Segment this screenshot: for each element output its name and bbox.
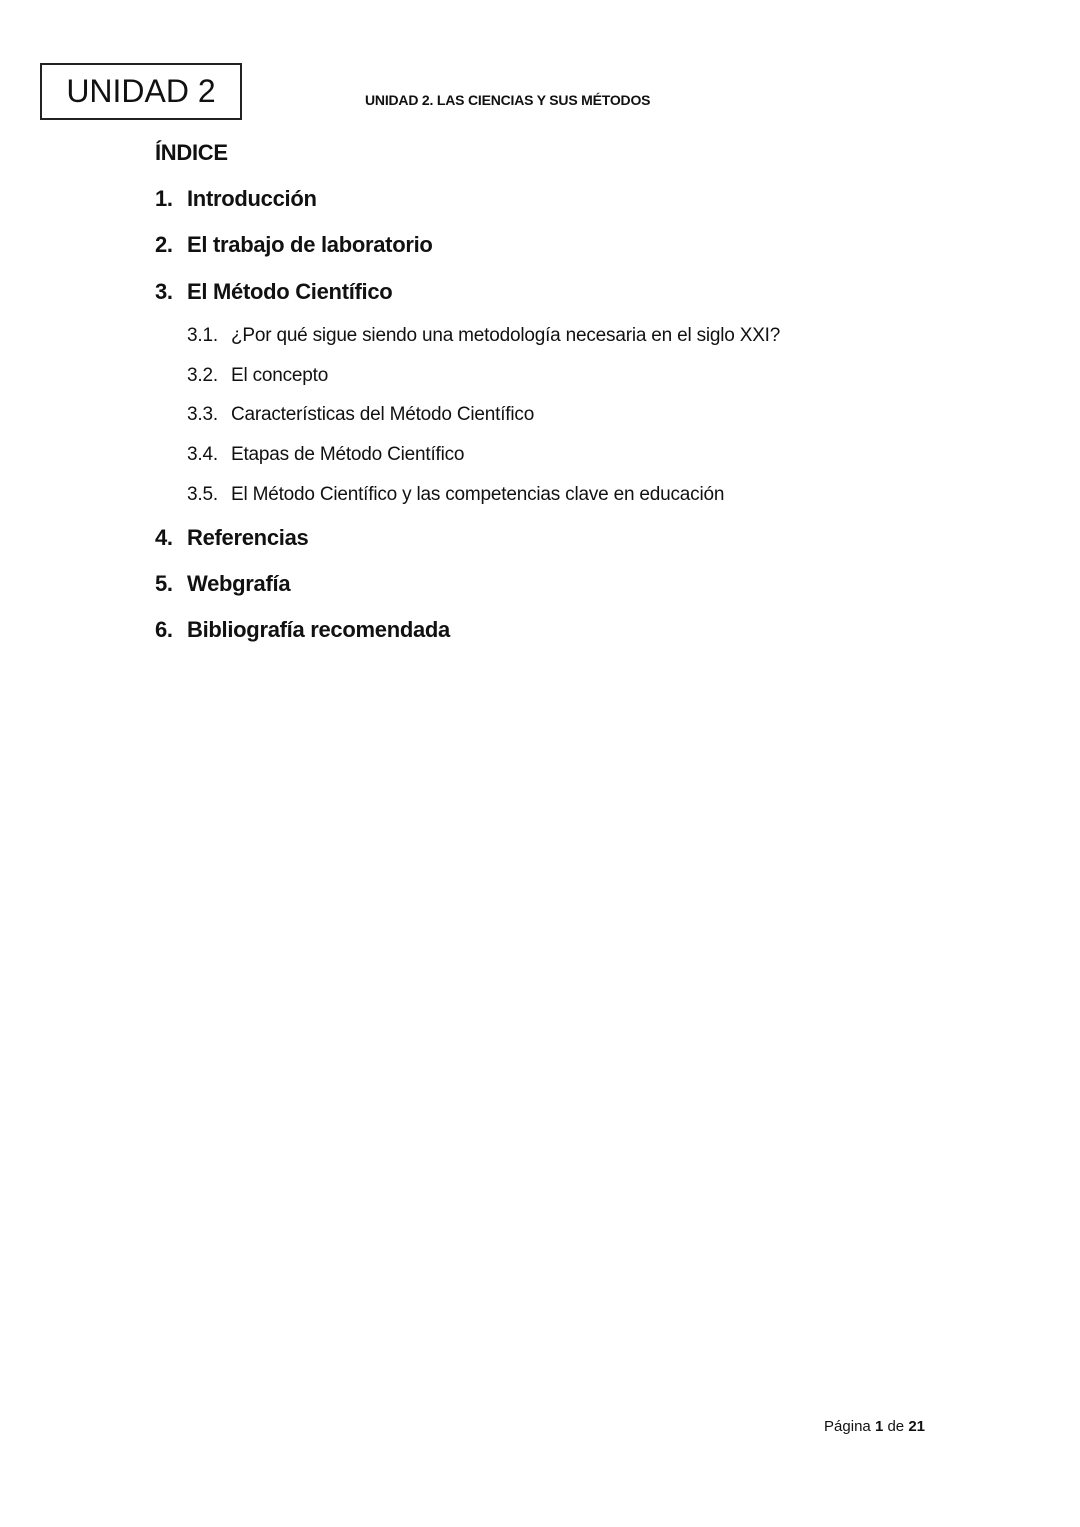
toc-number: 4. <box>155 525 173 550</box>
toc-label: El concepto <box>231 365 329 386</box>
unit-label: UNIDAD 2 <box>66 73 216 109</box>
toc-number: 5. <box>155 571 173 596</box>
toc-label: ¿Por qué sigue siendo una metodología necesaria en el siglo XXI? <box>231 325 781 346</box>
toc-label: Referencias <box>187 525 309 550</box>
toc-item-4 <box>155 525 308 551</box>
toc-item-5 <box>155 571 290 597</box>
footer-middle: de <box>887 1418 905 1435</box>
current-page: 1 <box>874 1418 884 1435</box>
index-title: ÍNDICE <box>155 140 228 165</box>
toc-number: 3. <box>155 279 173 304</box>
document-header: UNIDAD 2. LAS CIENCIAS Y SUS MÉTODOS <box>365 92 651 108</box>
toc-label: Webgrafía <box>187 571 291 596</box>
toc-label: El trabajo de laboratorio <box>187 232 433 257</box>
toc-label: Características del Método Científico <box>231 404 535 425</box>
toc-subitem-3-4 <box>187 444 464 466</box>
toc-number: 1. <box>155 186 173 211</box>
toc-item-2 <box>155 232 433 258</box>
toc-number: 3.2. <box>187 365 218 386</box>
toc-label: El Método Científico y las competencias clave en educación <box>231 484 725 505</box>
toc-label: El Método Científico <box>187 279 393 304</box>
toc-number: 3.3. <box>187 404 218 425</box>
toc-subitem-3-3 <box>187 404 534 426</box>
toc-number: 6. <box>155 617 173 642</box>
toc-number: 3.4. <box>187 444 218 465</box>
page-number-footer <box>824 1418 925 1435</box>
toc-item-1 <box>155 186 317 212</box>
toc-subitem-3-2 <box>187 365 328 387</box>
total-pages: 21 <box>908 1418 925 1435</box>
toc-subitem-3-5 <box>187 484 724 506</box>
toc-label: Etapas de Método Científico <box>231 444 465 465</box>
toc-number: 2. <box>155 232 173 257</box>
toc-number: 3.5. <box>187 484 218 505</box>
footer-prefix: Página <box>824 1418 871 1435</box>
toc-subitem-3-1 <box>187 325 780 347</box>
unit-label-box <box>40 63 242 120</box>
toc-number: 3.1. <box>187 325 218 346</box>
toc-label: Bibliografía recomendada <box>187 617 450 642</box>
toc-label: Introducción <box>187 186 317 211</box>
toc-item-6 <box>155 617 450 643</box>
toc-item-3 <box>155 279 392 305</box>
